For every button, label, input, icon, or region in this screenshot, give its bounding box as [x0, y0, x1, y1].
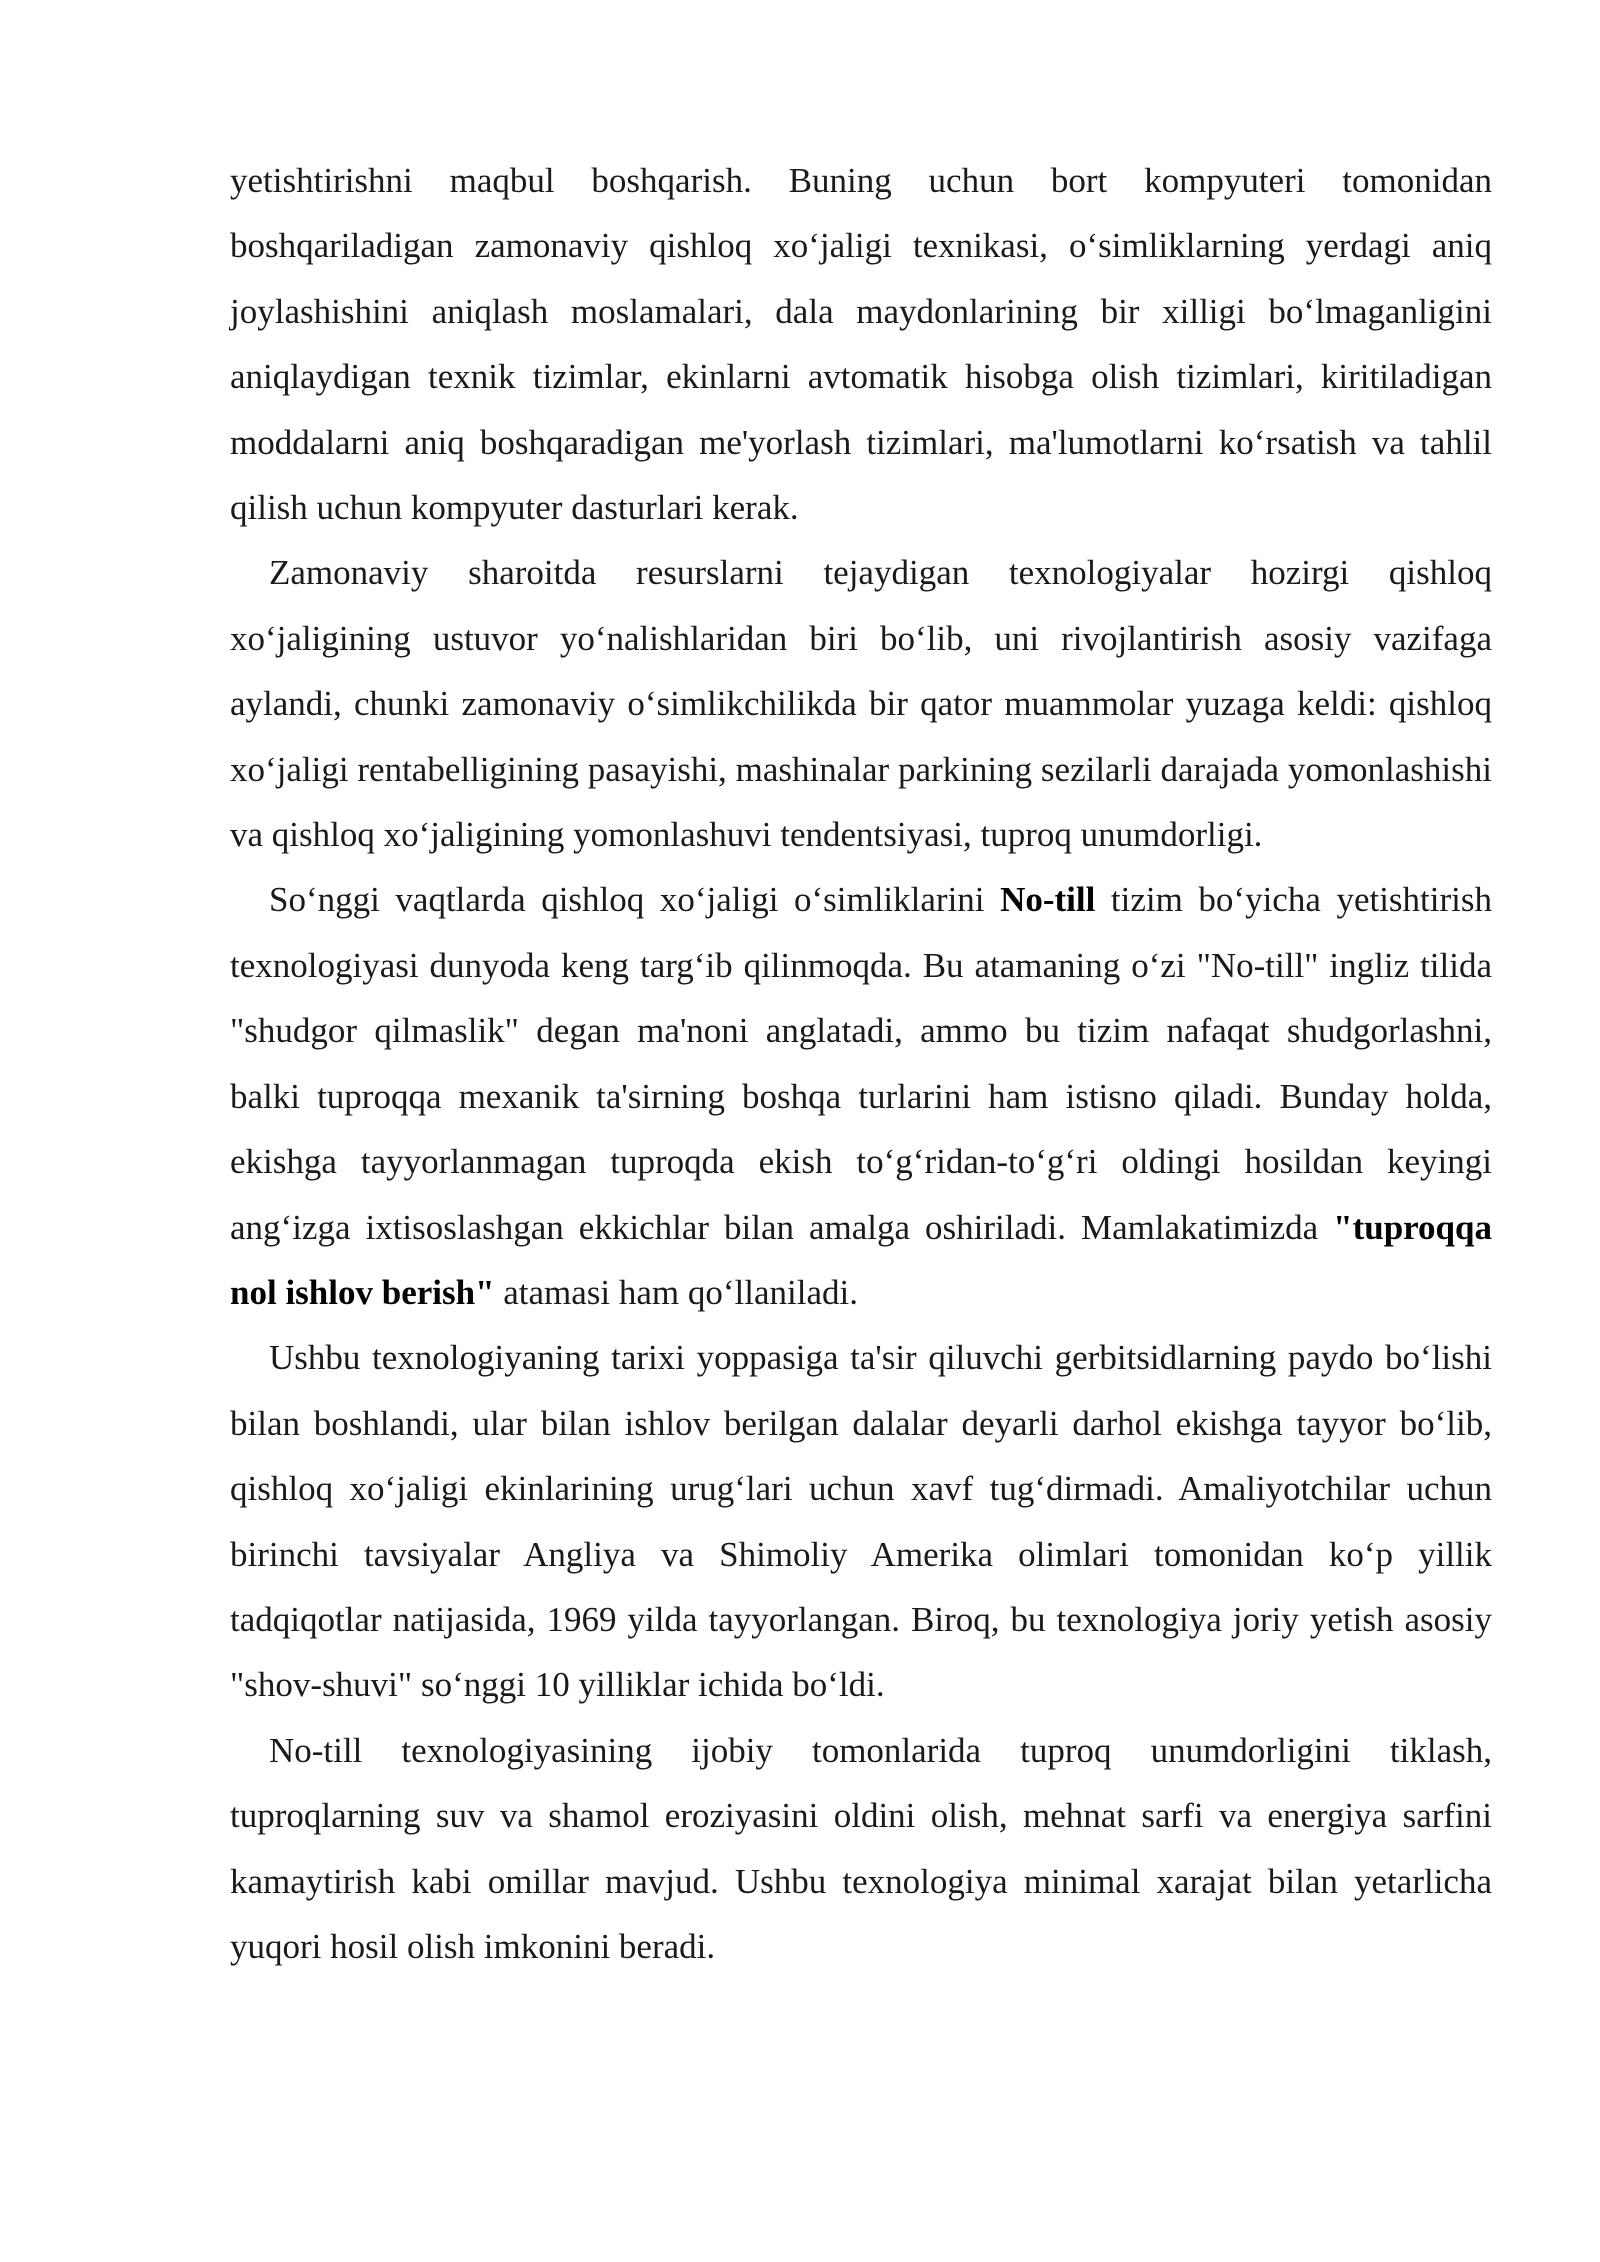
paragraph-5-run-1: No-till texnologiyasining ijobiy tomonlarida tuproq unumdorligini tiklash, tuproqlarning suv va shamol eroziyasini oldini olish, mehnat sarfi va energiya sarfini kamaytirish kabi omillar mavjud. Ushbu texnologiya minimal xarajat bilan yetarlicha yuqori hosil olish imkonini beradi. — [230, 1730, 1492, 1966]
paragraph-1-run-1: yetishtirishni maqbul boshqarish. Buning uchun bort kompyuteri tomonidan boshqariladigan zamonaviy qishloq xo‘jaligi texnikasi, o‘simliklarning yerdagi aniq joylashishini aniqlash moslamalari, dala maydonlarining bir xilligi bo‘lmaganligini aniqlaydigan texnik tizimlar, ekinlarni avtomatik hisobga olish tizimlari, kiritiladigan moddalarni aniq boshqaradigan me'yorlash tizimlari, ma'lumotlarni ko‘rsatish va tahlil qilish uchun kompyuter dasturlari kerak. — [230, 161, 1492, 528]
paragraph-2 — [230, 540, 1492, 867]
paragraph-4-run-1: Ushbu texnologiyaning tarixi yoppasiga ta'sir qiluvchi gerbitsidlarning paydo bo‘lishi bilan boshlandi, ular bilan ishlov berilgan dalalar deyarli darhol ekishga tayyor bo‘lib, qishloq xo‘jaligi ekinlarining urug‘lari uchun xavf tug‘dirmadi. Amaliyotchilar uchun birinchi tavsiyalar Angliya va Shimoliy Amerika olimlari tomonidan ko‘p yillik tadqiqotlar natijasida, 1969 yilda tayyorlangan. Biroq, bu texnologiya joriy yetish asosiy "shov-shuvi" so‘nggi 10 yilliklar ichida bo‘ldi. — [230, 1338, 1492, 1705]
paragraph-3-run-3: tizim bo‘yicha yetishtirish texnologiyasi dunyoda keng targ‘ib qilinmoqda. Bu atamaning o‘zi "No-till" ingliz tilida "shudgor qilmaslik" degan ma'noni anglatadi, ammo bu tizim nafaqat shudgorlashni, balki tuproqqa mexanik ta'sirning boshqa turlarini ham istisno qiladi. Bunday holda, ekishga tayyorlanmagan tuproqda ekish to‘g‘ridan-to‘g‘ri oldingi hosildan keyingi ang‘izga ixtisoslashgan ekkichlar bilan amalga oshiriladi. Mamlakatimizda — [230, 880, 1492, 1247]
document-body — [230, 148, 1492, 1979]
paragraph-4 — [230, 1325, 1492, 1717]
paragraph-5 — [230, 1718, 1492, 1980]
paragraph-3-run-5: atamasi ham qo‘llaniladi. — [494, 1272, 859, 1312]
paragraph-1 — [230, 148, 1492, 540]
paragraph-2-run-1: Zamonaviy sharoitda resurslarni tejaydigan texnologiyalar hozirgi qishloq xo‘jaligining ustuvor yo‘nalishlaridan biri bo‘lib, uni rivojlantirish asosiy vazifaga aylandi, chunki zamonaviy o‘simlikchilikda bir qator muammolar yuzaga keldi: qishloq xo‘jaligi rentabelligining pasayishi, mashinalar parkining sezilarli darajada yomonlashishi va qishloq xo‘jaligining yomonlashuvi tendentsiyasi, tuproq unumdorligi. — [230, 553, 1492, 855]
no-till-term: No-till — [1000, 880, 1096, 920]
paragraph-3-run-1: So‘nggi vaqtlarda qishloq xo‘jaligi o‘simliklarini — [269, 880, 1001, 920]
zero-tillage-term: "tuproqqa nol ishlov berish" — [230, 1207, 1492, 1312]
paragraph-3 — [230, 867, 1492, 1325]
